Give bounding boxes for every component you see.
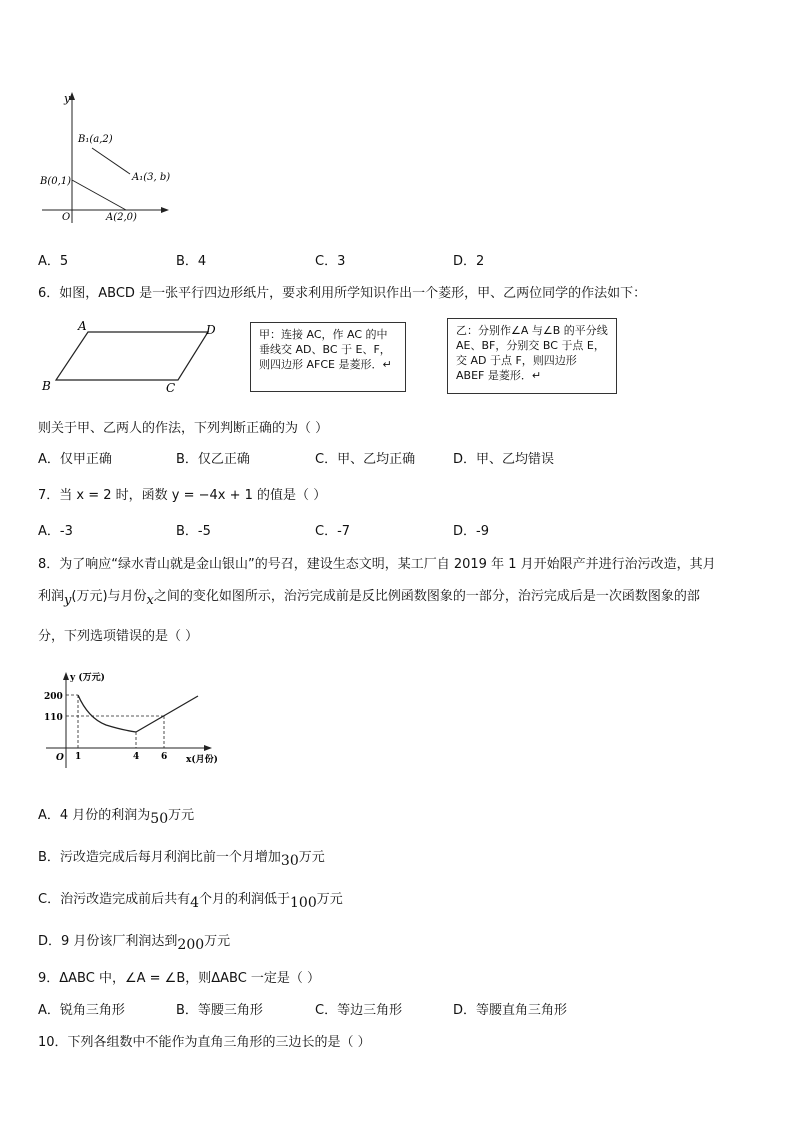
q8-option-b bbox=[38, 846, 325, 869]
q5-coordinate-figure bbox=[30, 88, 180, 228]
q8-var-x: x bbox=[146, 593, 154, 608]
q6-option-b: B．仅乙正确 bbox=[176, 452, 250, 467]
q6-parallelogram-figure bbox=[36, 318, 226, 396]
q7-stem: 7．当 x = 2 时，函数 y = −4x + 1 的值是（ ） bbox=[38, 488, 327, 503]
point-a1-label: A₁(3, b) bbox=[132, 172, 171, 183]
q8-stem-line2-b: (万元)与月份 bbox=[71, 589, 147, 604]
q8-option-b-pre: B．污改造完成后每月利润比前一个月增加 bbox=[38, 850, 281, 865]
q7-option-b: B．-5 bbox=[176, 524, 211, 539]
q8-option-a-pre: A．4 月份的利润为 bbox=[38, 808, 151, 823]
q8-option-a-num: 50 bbox=[150, 811, 169, 827]
q8-option-d-post: 万元 bbox=[204, 934, 231, 949]
point-b-label: B(0,1) bbox=[40, 176, 72, 187]
q8-option-c-num2: 100 bbox=[290, 895, 317, 911]
q8-stem-line3: 分，下列选项错误的是（ ） bbox=[38, 629, 199, 644]
q6-yi-method-box: 乙：分别作∠A 与∠B 的平分线 AE、BF，分别交 BC 于点 E，交 AD 于点 F，则四边形 ABEF 是菱形．↵ bbox=[447, 318, 617, 394]
graph-y-label: y (万元) bbox=[70, 673, 105, 683]
q8-stem-line2-a: 利润 bbox=[38, 589, 65, 604]
graph-tick-200: 200 bbox=[44, 692, 63, 702]
q9-option-c: C．等边三角形 bbox=[315, 1003, 403, 1018]
origin-label: O bbox=[62, 212, 71, 223]
q8-option-c-post: 万元 bbox=[316, 892, 343, 907]
q7-option-d: D．-9 bbox=[453, 524, 489, 539]
q8-stem-line1: 8．为了响应“绿水青山就是金山银山”的号召，建设生态文明，某工厂自 2019 年 1 月开始限产并进行治污改造，其月 bbox=[38, 557, 716, 572]
q6-option-a: A．仅甲正确 bbox=[38, 452, 112, 467]
q6-option-d: D．甲、乙均错误 bbox=[453, 452, 555, 467]
q8-option-a-post: 万元 bbox=[168, 808, 195, 823]
graph-tick-110: 110 bbox=[44, 713, 63, 723]
q5-option-b: B．4 bbox=[176, 254, 207, 269]
q6-jia-method-box: 甲：连接 AC，作 AC 的中垂线交 AD、BC 于 E、F，则四边形 AFCE 是菱形．↵ bbox=[250, 322, 406, 392]
point-a-label: A(2,0) bbox=[106, 212, 137, 223]
q6-question: 则关于甲、乙两人的作法，下列判断正确的为（ ） bbox=[38, 421, 329, 436]
graph-x-label: x(月份) bbox=[186, 755, 218, 765]
q9-option-d: D．等腰直角三角形 bbox=[453, 1003, 568, 1018]
q8-option-d bbox=[38, 930, 231, 953]
q8-option-d-pre: D．9 月份该厂利润达到 bbox=[38, 934, 178, 949]
q5-option-c: C．3 bbox=[315, 254, 346, 269]
q6-option-c: C．甲、乙均正确 bbox=[315, 452, 416, 467]
q8-option-d-num: 200 bbox=[177, 937, 205, 953]
graph-tick-1: 1 bbox=[75, 752, 82, 762]
q6-stem: 6．如图，ABCD 是一张平行四边形纸片，要求利用所学知识作出一个菱形，甲、乙两位同学的作法如下： bbox=[38, 286, 647, 301]
q8-profit-graph bbox=[36, 668, 236, 774]
q8-var-y: y bbox=[64, 593, 72, 608]
q5-option-a: A．5 bbox=[38, 254, 69, 269]
point-b1-label: B₁(a,2) bbox=[78, 134, 113, 145]
segment-ab bbox=[72, 180, 126, 210]
graph-origin: O bbox=[56, 753, 64, 763]
q5-option-d: D．2 bbox=[453, 254, 485, 269]
q9-option-a: A．锐角三角形 bbox=[38, 1003, 125, 1018]
graph-tick-4: 4 bbox=[133, 752, 140, 762]
q8-option-b-num: 30 bbox=[280, 853, 299, 869]
q8-stem-line2-c: 之间的变化如图所示，治污完成前是反比例函数图象的一部分，治污完成后是一次函数图象的部 bbox=[153, 589, 700, 604]
linear-segment bbox=[136, 696, 198, 732]
vertex-b: B bbox=[42, 379, 51, 393]
segment-a1b1 bbox=[92, 148, 130, 174]
q8-option-c bbox=[38, 888, 343, 911]
vertex-a: A bbox=[78, 319, 87, 333]
q8-option-b-post: 万元 bbox=[298, 850, 325, 865]
vertex-c: C bbox=[166, 381, 176, 395]
inverse-curve bbox=[78, 695, 136, 732]
q8-option-a bbox=[38, 804, 195, 827]
q7-option-a: A．-3 bbox=[38, 524, 73, 539]
y-axis-label: y bbox=[64, 92, 71, 105]
vertex-d: D bbox=[206, 323, 216, 337]
q9-stem: 9．ΔABC 中，∠A = ∠B，则ΔABC 一定是（ ） bbox=[38, 971, 321, 986]
q9-option-b: B．等腰三角形 bbox=[176, 1003, 263, 1018]
q10-stem: 10．下列各组数中不能作为直角三角形的三边长的是（ ） bbox=[38, 1035, 371, 1050]
q8-stem-line2 bbox=[38, 585, 700, 608]
q7-option-c: C．-7 bbox=[315, 524, 351, 539]
q8-option-c-pre: C．治污改造完成前后共有 bbox=[38, 892, 191, 907]
q8-option-c-num: 4 bbox=[190, 895, 199, 911]
graph-tick-6: 6 bbox=[161, 752, 168, 762]
q8-option-c-mid: 个月的利润低于 bbox=[199, 892, 291, 907]
